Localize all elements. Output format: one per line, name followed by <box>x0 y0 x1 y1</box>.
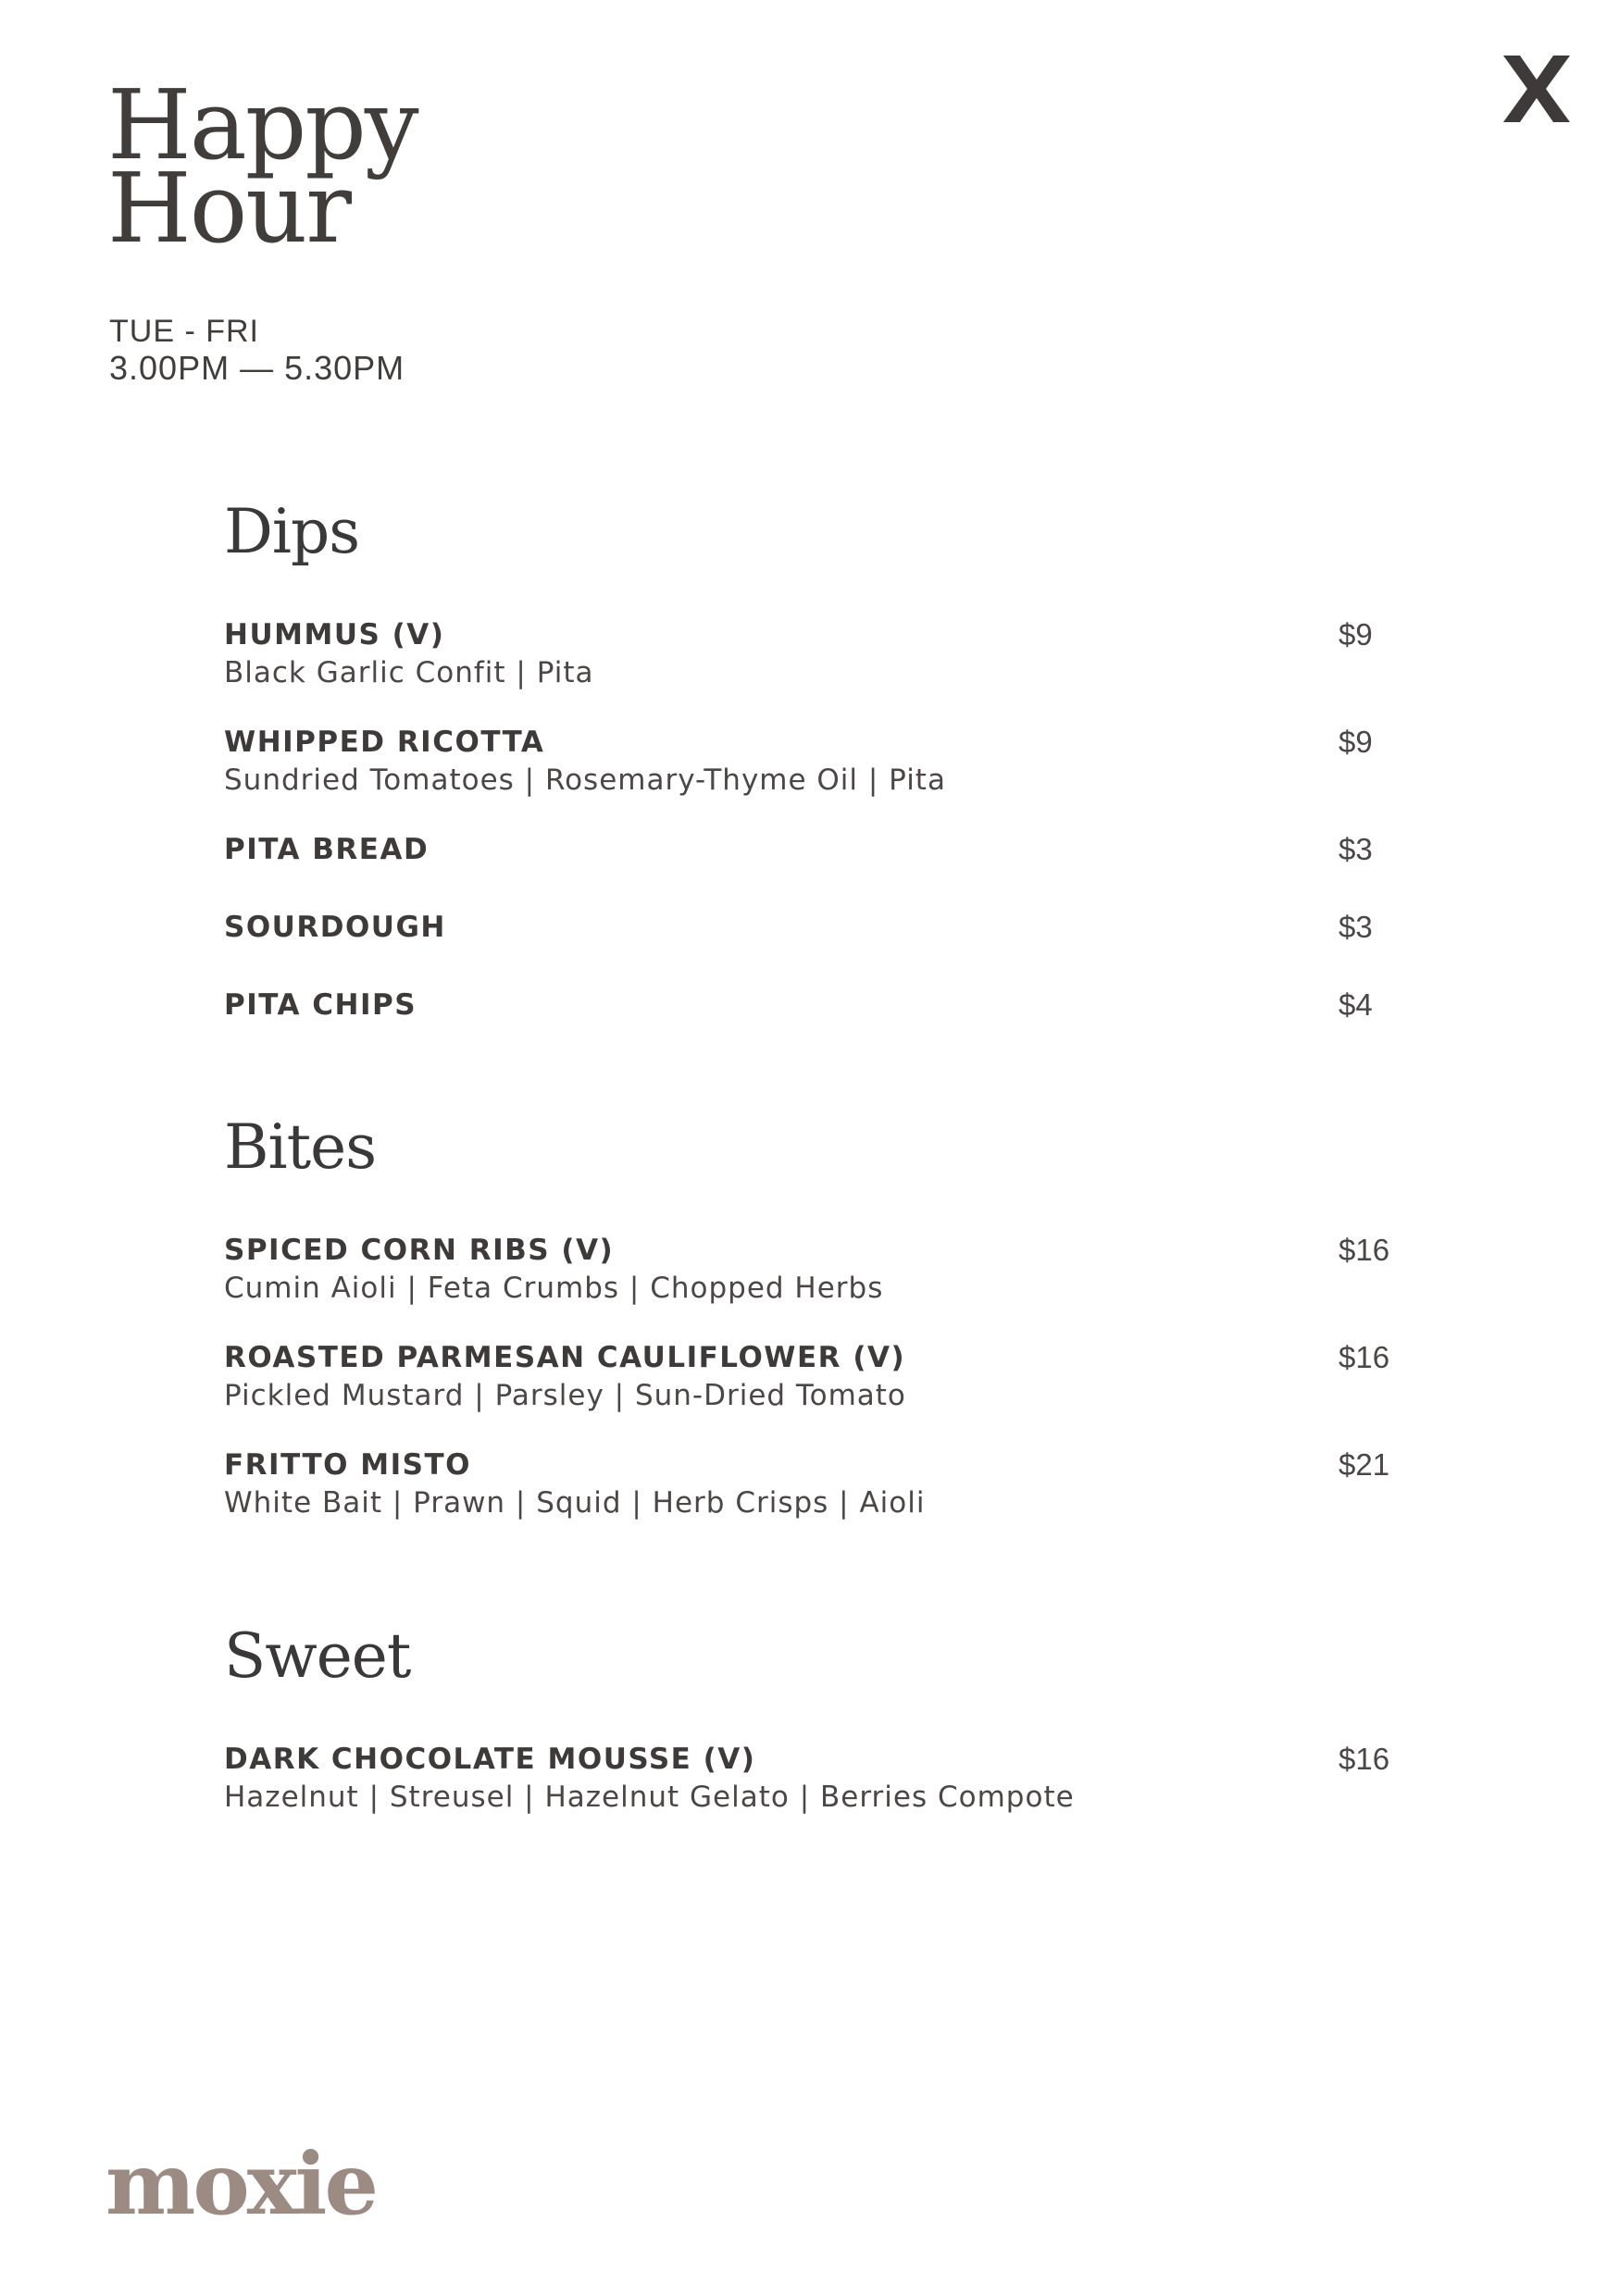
item-price: $16 <box>1339 1742 1390 1776</box>
menu-item <box>224 1741 1390 1817</box>
menu-item <box>224 616 1390 692</box>
item-price: $9 <box>1339 617 1373 652</box>
item-description: Pickled Mustard | Parsley | Sun-Dried Tomato <box>224 1379 906 1412</box>
item-price: $9 <box>1339 725 1373 759</box>
item-name: FRITTO MISTO <box>224 1448 471 1482</box>
menu-item <box>224 987 1390 1024</box>
menu-item <box>224 1339 1390 1415</box>
opening-time: 3.00PM — 5.30PM <box>109 349 405 387</box>
page-title <box>107 68 417 265</box>
item-name: PITA CHIPS <box>224 988 417 1022</box>
item-price: $4 <box>1339 987 1373 1022</box>
section-sweet <box>224 1620 1390 1848</box>
moxie-logo <box>104 2128 418 2230</box>
item-name: HUMMUS (V) <box>224 618 445 652</box>
logo-text: moxie <box>106 2134 377 2230</box>
menu-item <box>224 724 1390 800</box>
item-price: $16 <box>1339 1340 1390 1374</box>
section-title: Dips <box>224 496 360 567</box>
item-description: White Bait | Prawn | Squid | Herb Crisps | Aioli <box>224 1486 926 1520</box>
item-price: $16 <box>1339 1233 1390 1267</box>
menu-item <box>224 1232 1390 1308</box>
menu-item <box>224 1446 1390 1522</box>
section-title: Sweet <box>224 1620 411 1692</box>
item-price: $21 <box>1339 1447 1390 1482</box>
section-bites <box>224 1111 1390 1554</box>
item-name: ROASTED PARMESAN CAULIFLOWER (V) <box>224 1341 906 1374</box>
menu-item <box>224 909 1390 946</box>
opening-days: TUE - FRI <box>109 314 259 349</box>
item-description: Hazelnut | Streusel | Hazelnut Gelato | Berries Compote <box>224 1781 1075 1814</box>
item-description: Sundried Tomatoes | Rosemary-Thyme Oil | Pita <box>224 763 946 797</box>
section-dips <box>224 496 1390 1064</box>
opening-hours <box>109 313 405 387</box>
item-description: Black Garlic Confit | Pita <box>224 656 594 689</box>
x-mark-icon <box>1500 52 1574 126</box>
menu-item <box>224 831 1390 868</box>
item-name: DARK CHOCOLATE MOUSSE (V) <box>224 1743 756 1776</box>
title-line-hour: Hour <box>107 152 351 265</box>
item-name: SOURDOUGH <box>224 911 446 944</box>
item-price: $3 <box>1339 910 1373 944</box>
item-price: $3 <box>1339 832 1373 866</box>
item-name: WHIPPED RICOTTA <box>224 726 545 759</box>
section-title: Bites <box>224 1111 377 1183</box>
item-name: PITA BREAD <box>224 833 430 866</box>
item-name: SPICED CORN RIBS (V) <box>224 1234 615 1267</box>
item-description: Cumin Aioli | Feta Crumbs | Chopped Herbs <box>224 1272 884 1305</box>
title-line-happy: Happy <box>107 68 417 181</box>
